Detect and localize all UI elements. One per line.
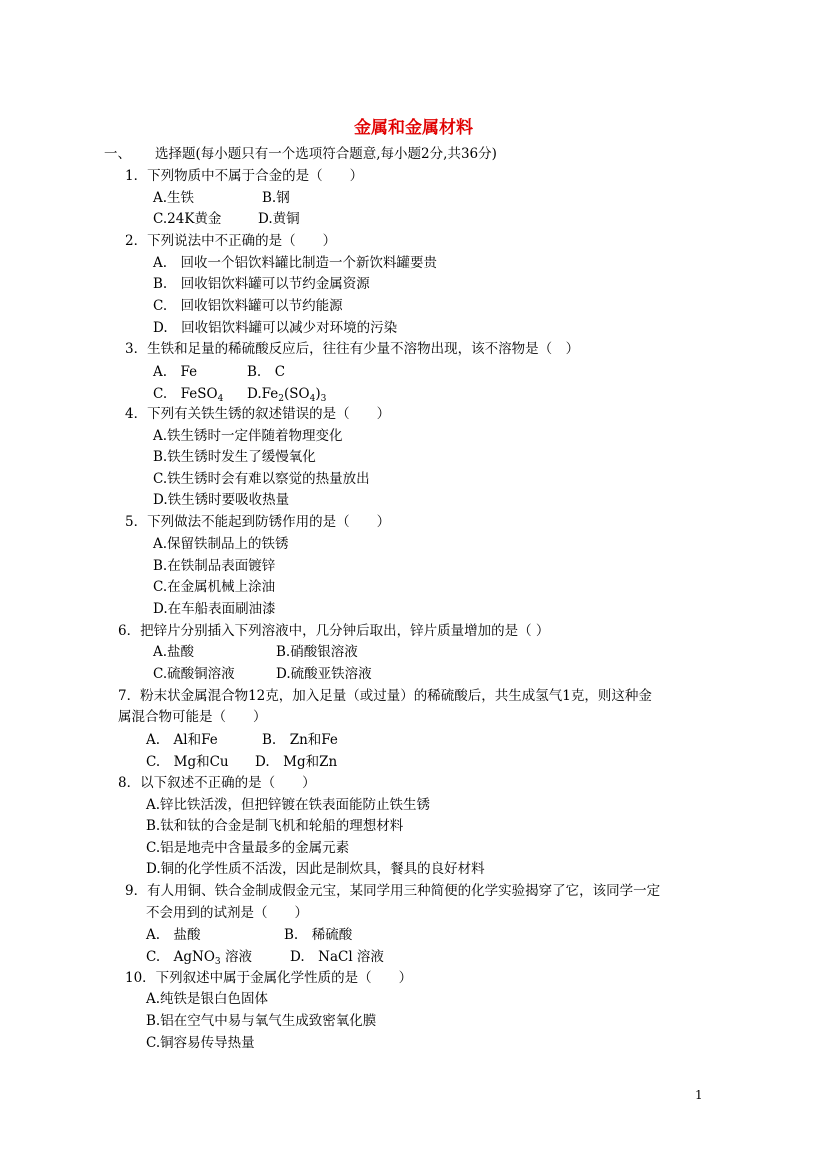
question-9-stem-line1: 9．有人用铜、铁合金制成假金元宝，某同学用三种简便的化学实验揭穿了它，该同学一定	[125, 883, 661, 899]
question-5-stem: 5．下列做法不能起到防锈作用的是（ ）	[125, 514, 391, 530]
question-7-option-c: C. Mg和Cu	[146, 754, 229, 770]
question-5-option-d: D.在车船表面刷油漆	[153, 601, 276, 617]
question-8-option-d: D.铜的化学性质不活泼，因此是制炊具，餐具的良好材料	[146, 861, 485, 877]
question-10-stem: 10．下列叙述中属于金属化学性质的是（ ）	[125, 970, 413, 986]
document-title: 金属和金属材料	[354, 118, 473, 138]
question-7-option-d: D. Mg和Zn	[255, 754, 338, 770]
section-number: 一、	[104, 146, 131, 162]
question-3-option-b: B. C	[247, 364, 286, 380]
question-1-option-c: C.24K黄金	[153, 211, 222, 227]
question-7-option-b: B. Zn和Fe	[262, 732, 338, 748]
question-3-option-d: $D.Fe_2(SO_4)_3$	[247, 386, 327, 404]
question-10-option-a: A.纯铁是银白色固体	[146, 991, 269, 1007]
question-7-option-a: A. Al和Fe	[146, 732, 218, 748]
question-1-option-b: B.钢	[262, 190, 290, 206]
question-10-option-c: C.铜容易传导热量	[146, 1035, 255, 1051]
question-9-option-d: D. NaCl 溶液	[290, 949, 384, 965]
question-4-option-c: C.铁生锈时会有难以察觉的热量放出	[153, 471, 370, 487]
question-9-option-a: A. 盐酸	[146, 927, 201, 943]
question-1-option-a: A.生铁	[153, 190, 195, 206]
question-4-option-a: A.铁生锈时一定伴随着物理变化	[153, 428, 343, 444]
question-3-stem: 3．生铁和足量的稀硫酸反应后，往往有少量不溶物出现，该不溶物是（ ）	[125, 341, 580, 357]
question-6-option-d: D.硫酸亚铁溶液	[276, 666, 372, 682]
question-7-stem-line2: 属混合物可能是（ ）	[118, 709, 267, 725]
question-9-option-b: B. 稀硫酸	[284, 927, 353, 943]
question-8-option-a: A.锌比铁活泼，但把锌镀在铁表面能防止铁生锈	[146, 797, 431, 813]
section-heading: 选择题(每小题只有一个选项符合题意,每小题2分,共36分)	[155, 146, 497, 162]
question-5-option-a: A.保留铁制品上的铁锈	[153, 536, 289, 552]
question-1-stem: 1．下列物质中不属于合金的是（ ）	[125, 168, 364, 184]
question-5-option-b: B.在铁制品表面镀锌	[153, 558, 276, 574]
question-3-option-a: A. Fe	[153, 364, 198, 380]
question-8-option-b: B.钛和钛的合金是制飞机和轮船的理想材料	[146, 818, 404, 834]
question-2-option-c: C. 回收铝饮料罐可以节约能源	[153, 298, 343, 314]
question-5-option-c: C.在金属机械上涂油	[153, 579, 276, 595]
question-3-option-c: C. FeSO$_4$	[153, 386, 224, 404]
question-6-stem: 6．把锌片分别插入下列溶液中，几分钟后取出，锌片质量增加的是（ ）	[118, 623, 550, 639]
question-6-option-b: B.硝酸银溶液	[276, 644, 358, 660]
question-2-option-d: D. 回收铝饮料罐可以减少对环境的污染	[153, 320, 398, 336]
question-6-option-a: A.盐酸	[153, 644, 195, 660]
question-6-option-c: C.硫酸铜溶液	[153, 666, 235, 682]
question-9-option-c: C. AgNO$_3$ 溶液	[146, 949, 252, 967]
question-2-stem: 2．下列说法中不正确的是（ ）	[125, 233, 337, 249]
question-4-stem: 4．下列有关铁生锈的叙述错误的是（ ）	[125, 406, 391, 422]
question-8-stem: 8．以下叙述不正确的是（ ）	[118, 775, 316, 791]
question-8-option-c: C.铝是地壳中含量最多的金属元素	[146, 840, 350, 856]
question-4-option-b: B.铁生锈时发生了缓慢氧化	[153, 449, 316, 465]
question-2-option-b: B. 回收铝饮料罐可以节约金属资源	[153, 276, 370, 292]
page-number: 1	[695, 1088, 703, 1102]
question-10-option-b: B.铝在空气中易与氧气生成致密氧化膜	[146, 1013, 377, 1029]
question-9-stem-line2: 不会用到的试剂是（ ）	[146, 905, 308, 921]
question-1-option-d: D.黄铜	[258, 211, 300, 227]
question-7-stem-line1: 7．粉末状金属混合物12克，加入足量（或过量）的稀硫酸后，共生成氢气1克，则这种金	[118, 688, 652, 704]
question-4-option-d: D.铁生锈时要吸收热量	[153, 492, 290, 508]
question-2-option-a: A. 回收一个铝饮料罐比制造一个新饮料罐要贵	[153, 255, 438, 271]
